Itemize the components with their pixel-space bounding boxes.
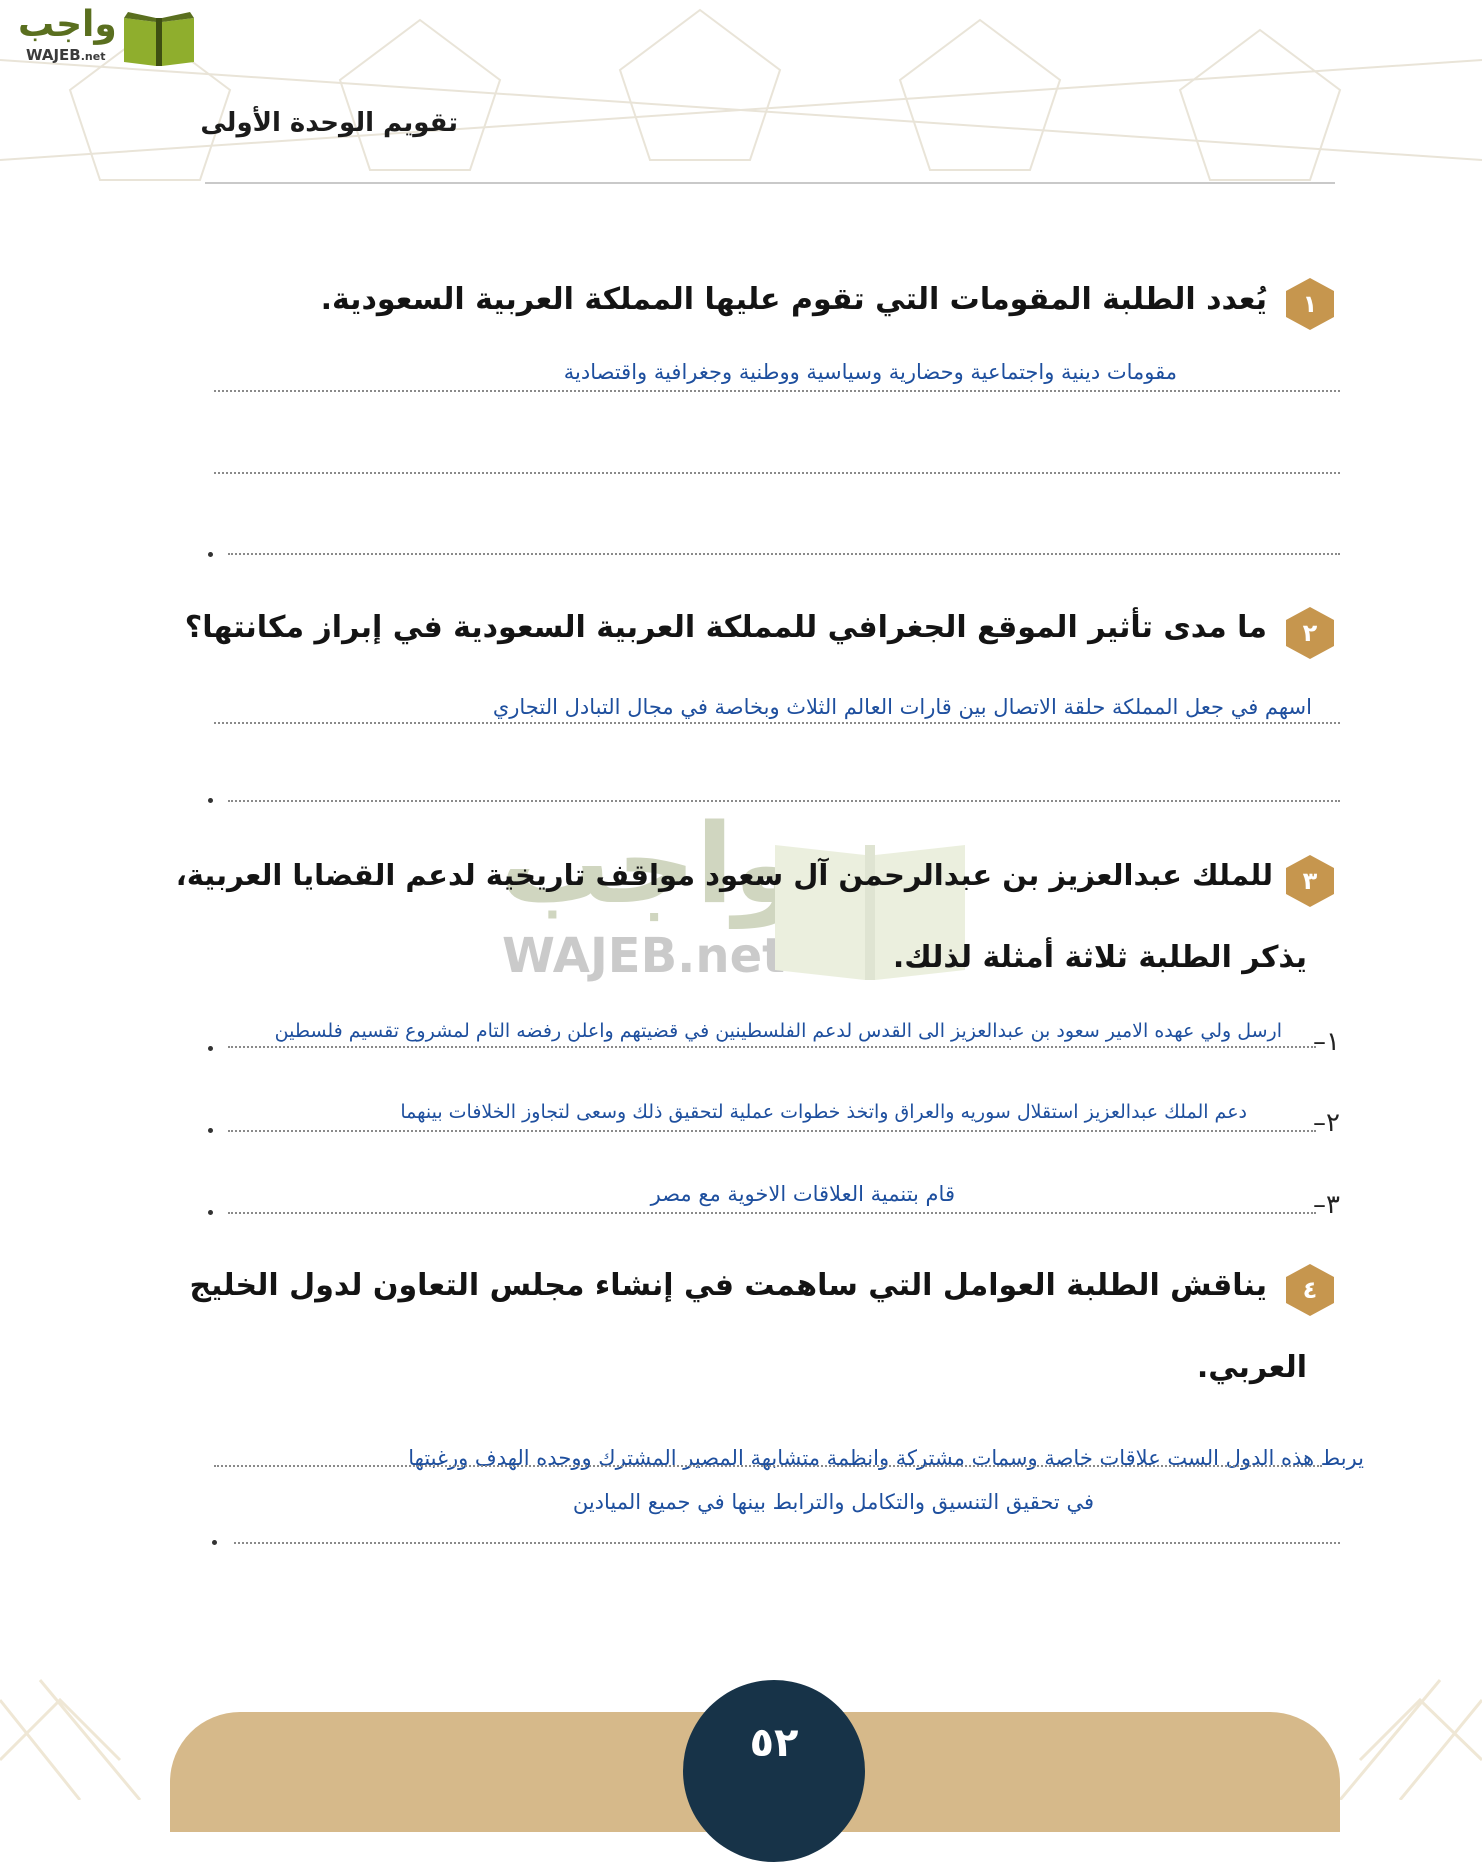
answer-line bbox=[214, 390, 1340, 392]
question-2-number: ٢ bbox=[1302, 619, 1318, 647]
question-4-answer-line-2[interactable]: في تحقيق التنسيق والتكامل والترابط بينها في جميع الميادين bbox=[572, 1490, 1094, 1514]
answer-line bbox=[214, 1465, 1322, 1467]
question-4-badge bbox=[1282, 1262, 1338, 1318]
unit-title: تقويم الوحدة الأولى bbox=[200, 108, 458, 138]
header-divider bbox=[205, 182, 1335, 184]
watermark-english-text: WAJEB.net bbox=[502, 928, 786, 984]
line-end-dot bbox=[208, 798, 213, 803]
example-1-label: ١– bbox=[1313, 1027, 1340, 1057]
line-end-dot bbox=[208, 552, 213, 557]
question-2-text: ما مدى تأثير الموقع الجغرافي للمملكة العربية السعودية في إبراز مكانتها؟ bbox=[184, 610, 1267, 645]
answer-line bbox=[228, 1212, 1316, 1214]
question-1-badge bbox=[1282, 276, 1338, 332]
question-4-text-line-1: يناقش الطلبة العوامل التي ساهمت في إنشاء مجلس التعاون لدول الخليج bbox=[189, 1268, 1267, 1303]
open-book-icon bbox=[120, 8, 198, 68]
question-1-text: يُعدد الطلبة المقومات التي تقوم عليها المملكة العربية السعودية. bbox=[320, 282, 1267, 317]
line-end-dot bbox=[208, 1210, 213, 1215]
question-3-text-line-1: للملك عبدالعزيز بن عبدالرحمن آل سعود مواقف تاريخية لدعم القضايا العربية، bbox=[175, 858, 1273, 892]
answer-line bbox=[214, 472, 1340, 474]
question-2-badge bbox=[1282, 605, 1338, 661]
line-end-dot bbox=[208, 1046, 213, 1051]
wajeb-logo[interactable] bbox=[12, 4, 194, 68]
example-3-label: ٣– bbox=[1313, 1190, 1340, 1220]
question-4-text-line-2: العربي. bbox=[1196, 1350, 1307, 1385]
page-number: ٥٢ bbox=[749, 1720, 799, 1766]
question-4-number: ٤ bbox=[1302, 1276, 1318, 1304]
question-3-badge bbox=[1282, 853, 1338, 909]
line-end-dot bbox=[208, 1128, 213, 1133]
answer-line bbox=[214, 722, 1340, 724]
question-1-number: ١ bbox=[1302, 290, 1318, 318]
question-4-answer-line-1[interactable]: يربط هذه الدول الست علاقات خاصة وسمات مشتركة وانظمة متشابهة المصير المشترك ووحده الهدف ورغبتها bbox=[408, 1446, 1364, 1470]
answer-line bbox=[228, 1046, 1316, 1048]
watermark-arabic-text: واجب bbox=[500, 800, 802, 928]
question-2-answer[interactable]: اسهم في جعل المملكة حلقة الاتصال بين قارات العالم الثلاث وبخاصة في مجال التبادل التجاري bbox=[492, 695, 1312, 719]
example-2-label: ٢– bbox=[1313, 1108, 1340, 1138]
question-3-number: ٣ bbox=[1302, 867, 1318, 895]
answer-line bbox=[228, 800, 1340, 802]
example-2-answer[interactable]: دعم الملك عبدالعزيز استقلال سوريه والعراق واتخذ خطوات عملية لتحقيق ذلك وسعى لتجاوز الخلافات بينهما bbox=[400, 1101, 1247, 1123]
answer-line bbox=[228, 1130, 1316, 1132]
example-1-answer[interactable]: ارسل ولي عهده الامير سعود بن عبدالعزيز الى القدس لدعم الفلسطينين في قضيتهم واعلن رفضه التام لمشروع تقسيم فلسطين bbox=[274, 1020, 1282, 1042]
example-3-answer[interactable]: قام بتنمية العلاقات الاخوية مع مصر bbox=[650, 1182, 955, 1206]
logo-arabic-text: واجب bbox=[18, 4, 117, 45]
question-3-text-line-2: يذكر الطلبة ثلاثة أمثلة لذلك. bbox=[892, 940, 1307, 975]
answer-line bbox=[228, 553, 1340, 555]
page-number-circle bbox=[683, 1680, 865, 1862]
question-1-answer[interactable]: مقومات دينية واجتماعية وحضارية وسياسية ووطنية وجغرافية واقتصادية bbox=[563, 360, 1177, 384]
line-end-dot bbox=[212, 1540, 217, 1545]
answer-line bbox=[234, 1542, 1340, 1544]
logo-english-text: WAJEB.net bbox=[26, 46, 106, 64]
